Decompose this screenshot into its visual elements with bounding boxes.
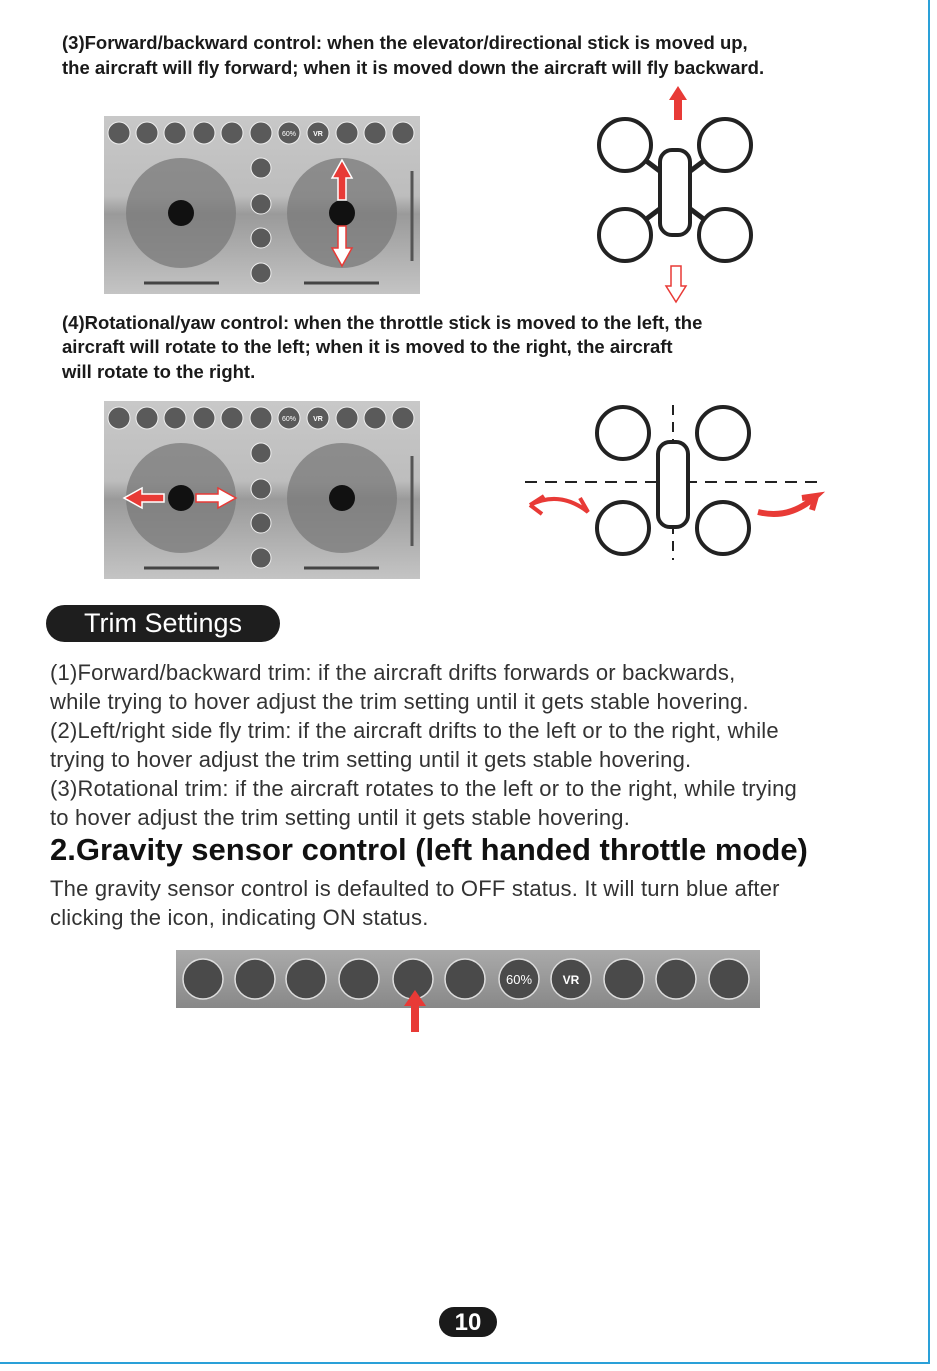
gravity-line-1: The gravity sensor control is defaulted to OFF status. It will turn blue after (50, 876, 780, 901)
battery-percent: 60% (505, 972, 533, 987)
trim-line-1: (1)Forward/backward trim: if the aircraft drifts forwards or backwards, (50, 660, 736, 685)
yaw-text-3: will rotate to the right. (62, 361, 256, 382)
battery-percent: 60% (281, 416, 297, 423)
drone-forward-backward-diagram (590, 80, 760, 305)
gravity-line-2: clicking the icon, indicating ON status. (50, 905, 429, 930)
page-number: 10 (439, 1307, 497, 1337)
vr-label: VR (562, 973, 580, 987)
drone-yaw-diagram (520, 400, 830, 565)
forward-backward-text-1: (3)Forward/backward control: when the elevator/directional stick is moved up, (62, 32, 748, 53)
trim-line-6: to hover adjust the trim setting until it gets stable hovering. (50, 805, 631, 830)
rotate-left-arrow-icon (530, 496, 588, 514)
trim-line-2: while trying to hover adjust the trim setting until it gets stable hovering. (50, 689, 749, 714)
yaw-text-2: aircraft will rotate to the left; when it is moved to the right, the aircraft (62, 336, 673, 357)
vr-label: VR (313, 131, 323, 138)
left-joystick-knob (168, 200, 194, 226)
right-joystick-knob (329, 200, 355, 226)
trim-settings-heading: Trim Settings (46, 605, 280, 642)
forward-backward-text-2: the aircraft will fly forward; when it is moved down the aircraft will fly backward. (62, 57, 765, 78)
vr-label: VR (313, 416, 323, 423)
pointer-arrow-icon (400, 990, 430, 1032)
yaw-text-1: (4)Rotational/yaw control: when the throttle stick is moved to the left, the (62, 312, 703, 333)
app-screenshot-forward-backward (104, 116, 420, 294)
backward-arrow-icon (666, 266, 686, 302)
battery-percent: 60% (281, 131, 297, 138)
trim-line-3: (2)Left/right side fly trim: if the aircraft drifts to the left or to the right, while (50, 718, 779, 743)
forward-arrow-icon (669, 86, 687, 120)
gravity-heading: 2.Gravity sensor control (left handed throttle mode) (50, 832, 808, 867)
app-screenshot-yaw (104, 401, 420, 579)
toolbar-icons (108, 122, 414, 144)
trim-line-5: (3)Rotational trim: if the aircraft rotates to the left or to the right, while trying (50, 776, 797, 801)
rotate-right-arrow-icon (758, 496, 816, 514)
toolbar-screenshot (176, 950, 760, 1008)
trim-line-4: trying to hover adjust the trim setting until it gets stable hovering. (50, 747, 692, 772)
